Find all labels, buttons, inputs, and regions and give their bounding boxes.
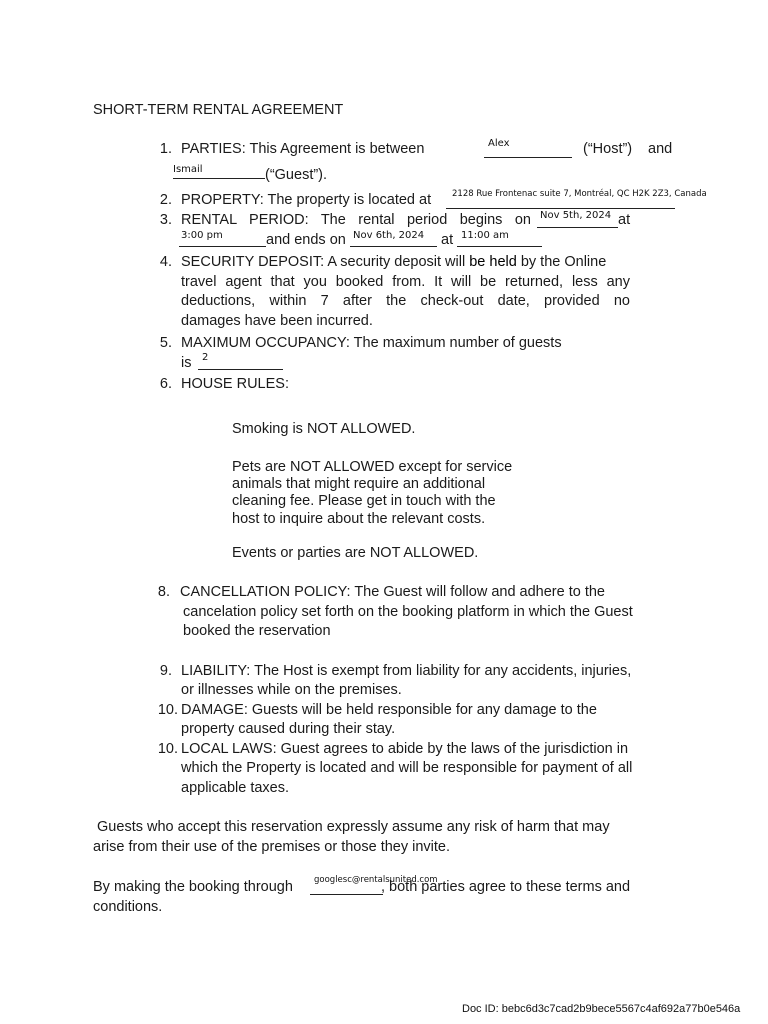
start-date-line (537, 227, 618, 228)
booking-email-field[interactable]: googlesc@rentalsunited.com (314, 875, 438, 885)
security-deposit-text-a: SECURITY DEPOSIT: A security deposit will (181, 254, 466, 270)
local-laws-line2: which the Property is located and will be responsible for payment of all (181, 760, 633, 776)
booking-text-b: , both parties agree to these terms and (381, 879, 631, 895)
damage-line2: property caused during their stay. (181, 721, 396, 737)
property-address-line (446, 208, 675, 209)
security-deposit-line4: damages have been incurred. (181, 313, 373, 329)
item-number-cancellation: 8. (157, 584, 170, 600)
booking-text-a: By making the booking through (93, 879, 293, 895)
item-number-parties: 1. (159, 141, 172, 157)
property-text: PROPERTY: The property is located at (181, 192, 432, 208)
cancellation-line1: CANCELLATION POLICY: The Guest will follow and adhere to the (180, 584, 605, 600)
start-time-field[interactable]: 3:00 pm (181, 230, 223, 241)
item-number-property: 2. (159, 192, 172, 208)
start-time-line (179, 246, 266, 247)
item-number-local-laws: 10. (157, 741, 178, 757)
item-number-damage: 10. (157, 702, 178, 718)
end-time-line (457, 246, 542, 247)
damage-line1: DAMAGE: Guests will be held responsible for any damage to the (181, 702, 597, 718)
occupancy-line (198, 369, 283, 370)
parties-and: and (648, 141, 673, 157)
item-number-security-deposit: 4. (159, 254, 172, 270)
item-number-house-rules: 6. (159, 376, 172, 392)
local-laws-line3: applicable taxes. (181, 780, 290, 796)
rule-smoking: Smoking is NOT ALLOWED. (232, 421, 416, 437)
local-laws-line1: LOCAL LAWS: Guest agrees to abide by the laws of the jurisdiction in (181, 741, 629, 757)
item-number-liability: 9. (159, 663, 172, 679)
security-deposit-line2: travel agent that you booked from. It will be returned, less any (181, 274, 630, 290)
liability-line2: or illnesses while on the premises. (181, 682, 402, 698)
guest-name-field[interactable]: Ismail (173, 164, 203, 175)
rental-at-1: at (618, 212, 631, 228)
doc-id: Doc ID: bebc6d3c7cad2b9bece5567c4af692a77b0e546a (462, 1003, 741, 1015)
security-deposit-line3: deductions, within 7 after the check-out date, provided no (181, 293, 630, 309)
cancellation-line2: cancelation policy set forth on the booking platform in which the Guest (183, 604, 633, 620)
security-deposit-line1 (181, 254, 606, 270)
guest-label: (“Guest”). (265, 167, 328, 183)
rule-pets-line2: animals that might require an additional (232, 476, 486, 492)
parties-text: PARTIES: This Agreement is between (181, 141, 425, 157)
end-date-line (350, 246, 437, 247)
rental-at-2: at (441, 232, 454, 248)
host-label: (“Host”) (583, 141, 633, 157)
booking-line2: conditions. (93, 899, 163, 915)
rental-period-text: RENTAL PERIOD: The rental period begins on (181, 212, 531, 228)
rule-pets-line3: cleaning fee. Please get in touch with the (232, 493, 496, 509)
start-date-field[interactable]: Nov 5th, 2024 (540, 210, 612, 221)
host-name-line (484, 157, 572, 158)
rule-pets-line1: Pets are NOT ALLOWED except for service (232, 459, 513, 475)
occupancy-text: MAXIMUM OCCUPANCY: The maximum number of guests (181, 335, 562, 351)
end-date-field[interactable]: Nov 6th, 2024 (353, 230, 425, 241)
occupancy-is: is (181, 355, 192, 371)
property-address-field[interactable]: 2128 Rue Frontenac suite 7, Montréal, QC H2K 2Z3, Canada (452, 189, 707, 199)
risk-line1-text: Guests who accept this reservation expressly assume any risk of harm that may (97, 819, 610, 835)
security-deposit-text-c: by the Online (520, 254, 607, 270)
occupancy-field[interactable]: 2 (202, 352, 209, 363)
item-number-rental-period: 3. (159, 212, 172, 228)
item-number-occupancy: 5. (159, 335, 172, 351)
end-time-field[interactable]: 11:00 am (461, 230, 509, 241)
security-deposit-held: be held (469, 254, 517, 270)
cancellation-line3: booked the reservation (183, 623, 331, 639)
risk-line1 (93, 819, 610, 835)
rule-events: Events or parties are NOT ALLOWED. (232, 545, 479, 561)
document-title: SHORT-TERM RENTAL AGREEMENT (93, 102, 344, 118)
rule-pets-line4: host to inquire about the relevant costs. (232, 511, 486, 527)
house-rules-heading: HOUSE RULES: (181, 376, 289, 392)
rental-ends-text: and ends on (266, 232, 346, 248)
guest-name-line (173, 178, 265, 179)
booking-email-line (310, 894, 383, 895)
risk-line2: arise from their use of the premises or those they invite. (93, 839, 451, 855)
host-name-field[interactable]: Alex (488, 138, 510, 149)
liability-line1: LIABILITY: The Host is exempt from liability for any accidents, injuries, (181, 663, 632, 679)
